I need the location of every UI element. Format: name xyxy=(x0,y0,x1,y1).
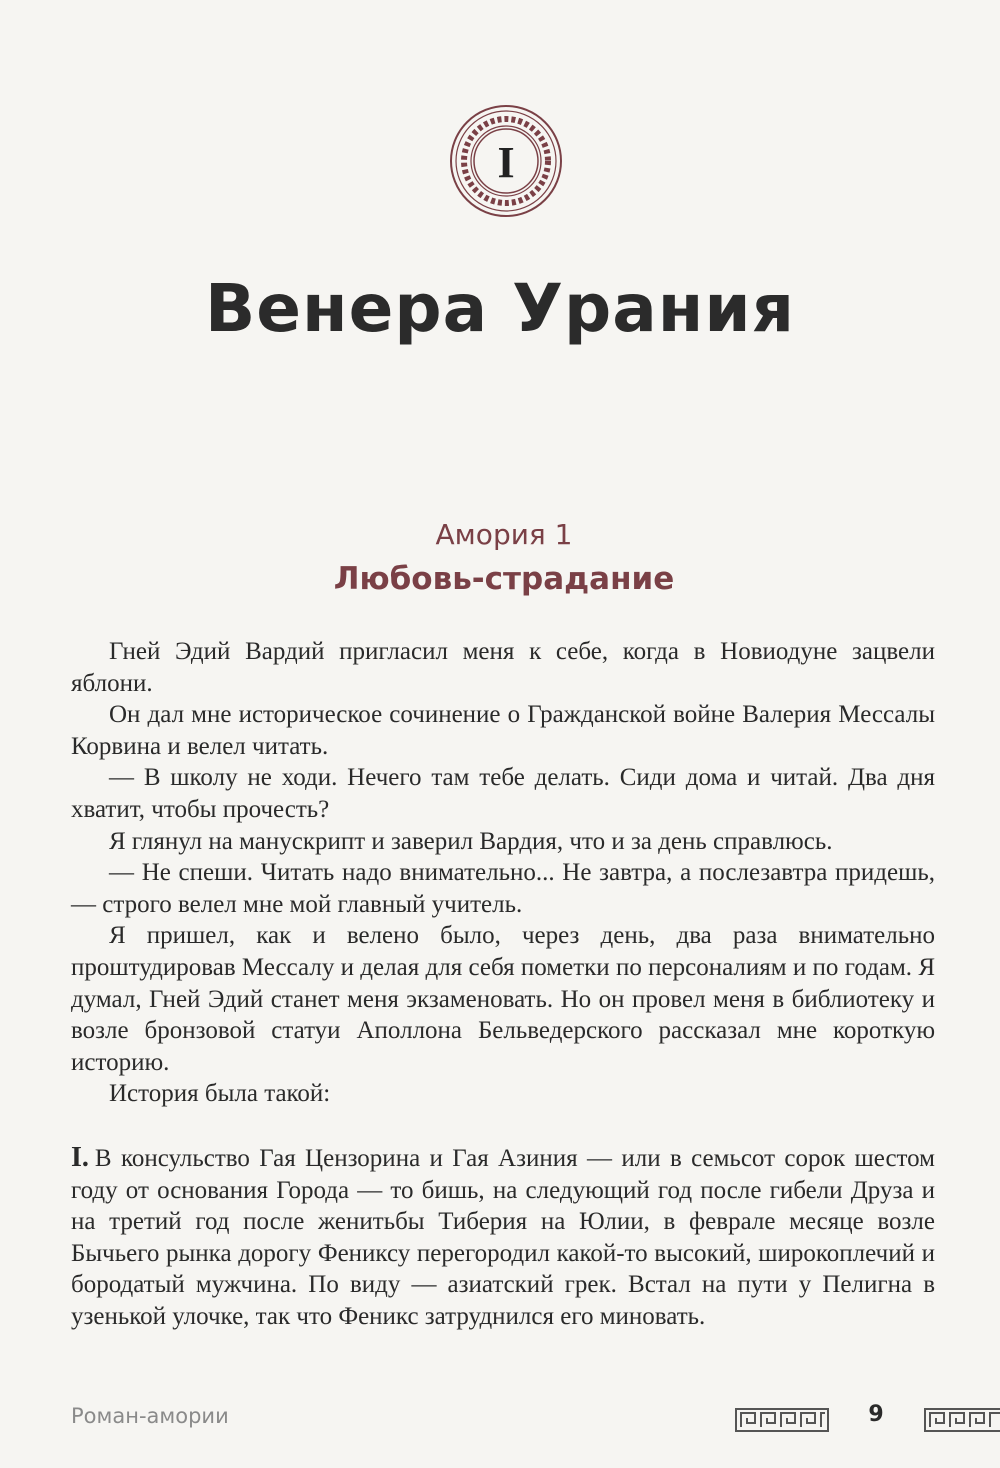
page-number: 9 xyxy=(868,1402,884,1427)
chapter-title: Любовь-страдание xyxy=(333,561,675,597)
paragraph: История была такой: xyxy=(109,1080,331,1108)
book-title: Венера Урания xyxy=(204,270,796,347)
chapter-body xyxy=(71,636,935,1110)
meander-ornament-icon xyxy=(735,1408,829,1432)
section-paragraph xyxy=(71,1142,935,1333)
paragraph: Я глянул на манускрипт и заверил Вардия, что и за день справлюсь. xyxy=(109,827,833,855)
meander-ornament-icon xyxy=(924,1408,1000,1432)
section-one xyxy=(71,1142,935,1333)
chapter-medallion xyxy=(449,104,563,218)
greek-key-ring-icon xyxy=(449,104,563,218)
section-text: В консульство Гая Цензорина и Гая Азиния — или в семьсот сорок шестом году от основания Города — то бишь, на следующий год после гибели Друза и на третий год после женитьбы Тиберия на Юлии, в феврале месяце возле Бычьего рынка дорогу Фениксу перегородил какой-то высокий, широкоплечий и бородатый мужчина. По виду — азиатский грек. Встал на пути у Пелигна в узенькой улочке, так что Феникс затруднился его миновать. xyxy=(71,1145,935,1330)
paragraph: Я пришел, как и велено было, через день, два раза внимательно проштудировав Мессалу и делая для себя пометки по персоналиям и по годам. Я думал, Гней Эдий станет меня экзаменовать. Но он провел меня в библиотеку и возле бронзовой статуи Аполлона Бельведерского рассказал мне короткую историю. xyxy=(71,922,935,1076)
paragraph: Он дал мне историческое сочинение о Гражданской войне Валерия Мессалы Корвина и велел читать. xyxy=(71,701,935,760)
medallion-numeral: I xyxy=(497,138,515,187)
paragraph: — В школу не ходи. Нечего там тебе делать. Сиди дома и читай. Два дня хватит, чтобы прочесть? xyxy=(71,764,935,823)
paragraph: — Не спеши. Читать надо внимательно... Не завтра, а послезавтра придешь, — строго велел мне мой главный учитель. xyxy=(71,859,935,918)
section-numeral: I. xyxy=(71,1142,89,1173)
chapter-number: Амория 1 xyxy=(435,518,573,551)
running-footer-label: Роман-амории xyxy=(71,1404,229,1428)
paragraph: Гней Эдий Вардий пригласил меня к себе, когда в Новиодуне зацвели яблони. xyxy=(71,638,935,697)
